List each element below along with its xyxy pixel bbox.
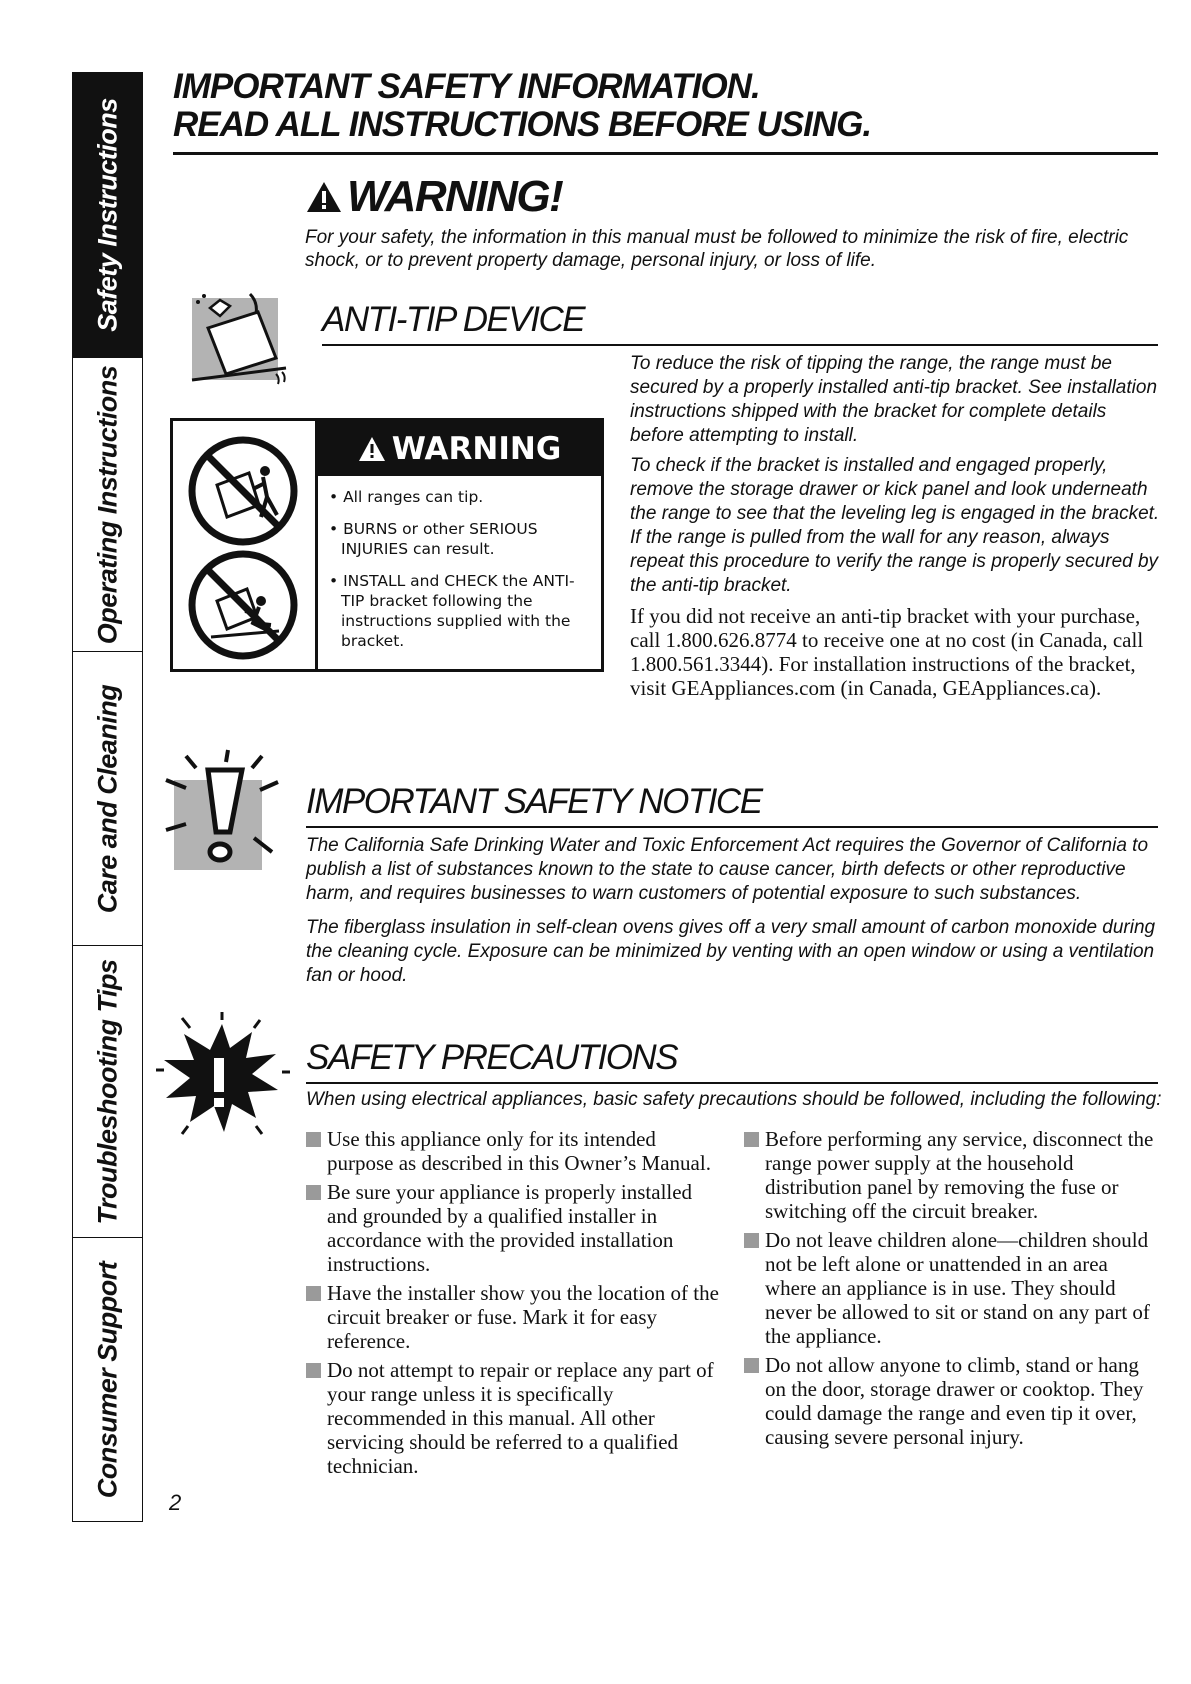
warning-label-heading-text: WARNING — [391, 430, 562, 467]
tab-label: Care and Cleaning — [92, 684, 122, 913]
bullet-square-icon — [306, 1286, 321, 1301]
warning-label-item: • BURNS or other SERIOUS INJURIES can result. — [329, 520, 538, 558]
tab-label: Safety Instructions — [92, 98, 122, 332]
tab-label: Troubleshooting Tips — [92, 959, 122, 1224]
list-item: Do not allow anyone to climb, stand or hang on the door, storage drawer or cooktop. They could damage the range and even tip it over, causing severe personal injury. — [742, 1353, 1162, 1449]
header-line-1: IMPORTANT SAFETY INFORMATION. — [173, 67, 760, 106]
tab-operating-instructions[interactable] — [73, 358, 142, 652]
list-item: Use this appliance only for its intended purpose as described in this Owner’s Manual. — [304, 1127, 720, 1175]
tab-care-and-cleaning[interactable] — [73, 652, 142, 946]
tab-safety-instructions[interactable] — [73, 73, 142, 358]
precautions-intro: When using electrical appliances, basic safety precautions should be followed, including the following: — [306, 1089, 1162, 1110]
warning-title — [305, 172, 1165, 222]
notice-text — [306, 834, 1164, 994]
warning-label-box — [170, 418, 604, 672]
warning-label-item: • INSTALL and CHECK the ANTI-TIP bracket following the instructions supplied with the bracket. — [329, 572, 575, 650]
tab-label: Operating Instructions — [92, 365, 122, 644]
tab-consumer-support[interactable] — [73, 1238, 142, 1521]
page-number: 2 — [169, 1490, 182, 1515]
no-climbing-icon — [187, 549, 299, 661]
bullet-square-icon — [744, 1358, 759, 1373]
warning-label-item: • All ranges can tip. — [329, 488, 484, 506]
list-item: Before performing any service, disconnect the range power supply at the household distribution panel by removing the fuse or switching off the circuit breaker. — [742, 1127, 1162, 1223]
header-line-2: READ ALL INSTRUCTIONS BEFORE USING. — [173, 105, 872, 144]
anti-tip-illustration-icon — [190, 288, 295, 386]
warning-triangle-icon — [305, 180, 343, 214]
side-tab-strip — [72, 72, 143, 1522]
explosion-icon — [152, 1010, 292, 1142]
bullet-square-icon — [744, 1132, 759, 1147]
bullet-square-icon — [306, 1185, 321, 1200]
anti-tip-para-1: To reduce the risk of tipping the range, the range must be secured by a properly installed anti-tip bracket. See installation instructions shipped with the bracket for complete details before attempting to install. — [630, 353, 1158, 446]
warning-intro: For your safety, the information in this manual must be followed to minimize the risk of fire, electric shock, or to prevent property damage, personal injury, or loss of life. — [305, 227, 1129, 271]
notice-para-1: The California Safe Drinking Water and Toxic Enforcement Act requires the Governor of California to publish a list of substances known to the state to cause cancer, birth defects or other reproductive harm, and requires businesses to warn customers of potential exposure to such substances. — [306, 835, 1149, 904]
list-item: Be sure your appliance is properly installed and grounded by a qualified installer in accordance with the provided installation instructions. — [304, 1180, 720, 1276]
precautions-right-list — [742, 1127, 1162, 1454]
warning-label-list — [329, 487, 593, 663]
anti-tip-text — [630, 352, 1160, 700]
exclamation-notice-icon — [160, 748, 290, 874]
anti-tip-title: ANTI-TIP DEVICE — [322, 300, 1158, 346]
bullet-square-icon — [744, 1233, 759, 1248]
notice-title: IMPORTANT SAFETY NOTICE — [306, 782, 1158, 828]
tab-label: Consumer Support — [92, 1261, 122, 1498]
tab-troubleshooting-tips[interactable] — [73, 946, 142, 1238]
precautions-title: SAFETY PRECAUTIONS — [306, 1038, 1158, 1084]
no-tipping-icon — [187, 435, 299, 547]
warning-banner — [305, 172, 1165, 272]
precautions-left-list — [304, 1127, 720, 1483]
list-item: Have the installer show you the location of the circuit breaker or fuse. Mark it for easy reference. — [304, 1281, 720, 1353]
list-item: Do not leave children alone—children should not be left alone or unattended in an area where an appliance is in use. They should never be allowed to sit or stand on any part of the appliance. — [742, 1228, 1162, 1348]
notice-para-2: The fiberglass insulation in self-clean ovens gives off a very small amount of carbon monoxide during the cleaning cycle. Exposure can be minimized by venting with an open window or using a ventilation fan or hood. — [306, 917, 1156, 986]
bullet-square-icon — [306, 1363, 321, 1378]
page-header — [173, 68, 1158, 155]
list-item: Do not attempt to repair or replace any part of your range unless it is specifically recommended in this manual. All other servicing should be referred to a qualified technician. — [304, 1358, 720, 1478]
warning-label-icons — [173, 421, 318, 669]
anti-tip-para-3: If you did not receive an anti-tip bracket with your purchase, call 1.800.626.8774 to receive one at no cost (in Canada, call 1.800.561.3344). For installation instructions of the bracket, visit GEAppliances.com (in Canada, GEAppliances.ca). — [630, 604, 1144, 700]
warning-label-heading — [318, 421, 601, 476]
warning-triangle-icon — [358, 436, 386, 462]
anti-tip-para-2: To check if the bracket is installed and engaged properly, remove the storage drawer or kick panel and look underneath the range to see that the leveling leg is engaged in the bracket. If the range is pulled from the wall for any reason, always repeat this procedure to verify the range is properly secured by the anti-tip bracket. — [630, 455, 1160, 596]
warning-title-text: WARNING! — [347, 172, 563, 221]
bullet-square-icon — [306, 1132, 321, 1147]
